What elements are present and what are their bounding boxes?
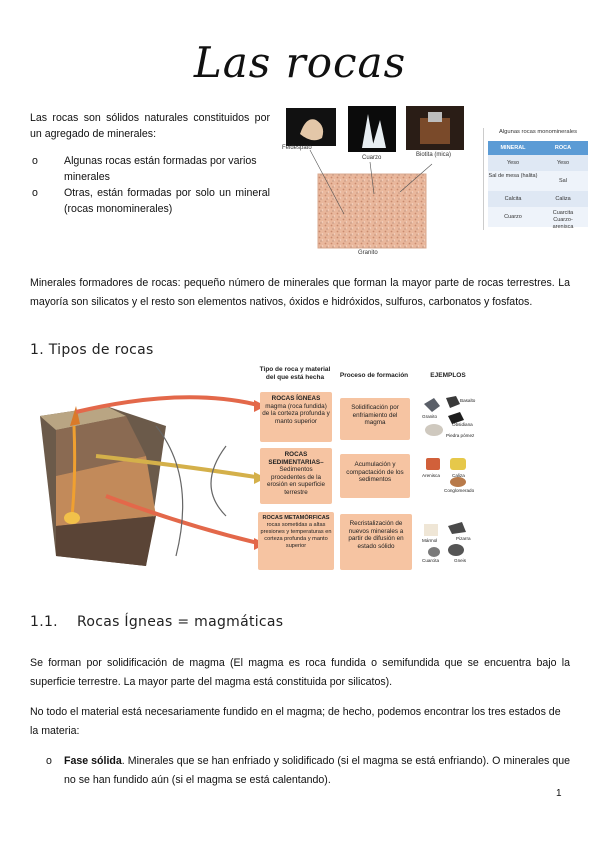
box-sedimentarias-tipo: ROCAS SEDIMENTARIAS– Sedimentos procedentes de la erosión en superficie terrestre [260,448,332,504]
mono-cell: Caliza [555,196,571,202]
example-cuarcita: Cuarcita [422,558,440,563]
mono-cell: Sal [559,178,567,184]
section-heading-tipos: 1. Tipos de rocas [30,342,154,358]
section-heading-igneas: 1.1. Rocas Ígneas = magmáticas [30,614,284,630]
example-arenisca: Arenisca [422,473,440,478]
igneas-paragraph: Se forman por solidificación de magma (El magma es roca fundida o semifundida que se encuentra bajo la superficie terrestre. La mayor parte del magma está constituida por silicatos). [30,657,570,688]
box-metamorficas-proceso: Recristalización de nuevos minerales a partir de difusión en estado sólido [340,514,412,570]
example-piedra-pomez: Piedra pómez [446,433,475,438]
mono-cell: Yeso [506,160,520,166]
examples-sedimentarias [422,456,486,496]
intro-bullet-2: o Otras, están formadas por solo un mineral (rocas monominerales) [32,187,270,215]
example-basalto: Basalto [460,398,476,403]
example-marmol: Mármol [422,538,438,543]
fase-solida-text: . Minerales que se han enfriado y solidificado (si el magma se está enfriando). O minerales que no se han fundido aún (si el magma se está calentando). [64,755,571,786]
fase-solida-label: Fase sólida [64,755,122,767]
example-caliza: Caliza [452,473,465,478]
mono-table [483,128,590,230]
earth-crust-illustration [36,366,296,576]
mono-header-mineral: MINERAL [500,145,526,151]
rock-types-diagram [36,366,488,576]
mono-cell: Cuarzo [504,214,522,220]
mono-table-title: Algunas rocas monominerales [499,129,577,135]
label-granito: Granito [358,250,378,256]
example-obsidiana: Obsidiana [452,422,473,427]
box-metamorficas-tipo: ROCAS METAMÓRFICAS rocas sometidas a altas presiones y temperaturas en corteza profunda y manto superior [258,512,334,570]
examples-igneas [422,396,482,444]
examples-metamorficas [422,522,486,566]
intro-bullet-1: o Algunas rocas están formadas por varios minerales [32,155,257,183]
box-igneas-tipo: ROCAS ÍGNEAS magma (roca fundida) de la corteza profunda y manto superior [260,392,332,442]
mono-cell: Sal de mesa (halita) [488,173,538,179]
box-igneas-proceso: Solidificación por enfriamiento del magma [340,398,410,440]
page-title: Las rocas [193,38,407,87]
label-feldespato: Feldespato [282,145,312,151]
example-granito: Granito [422,414,438,419]
minerals-paragraph: Minerales formadores de rocas: pequeño número de minerales que forman la mayor parte de rocas terrestres. La mayoría son silicatos y el resto son elementos nativos, óxidos e hidróxidos, sulfuros, carbonatos y fosfatos. [30,277,570,308]
mono-cell: Yeso [556,160,570,166]
example-pizarra: Pizarra [456,536,471,541]
label-biotita: Biotita (mica) [416,152,452,158]
page-number: 1 [556,788,562,799]
example-gneis: Gneis [454,558,467,563]
example-conglomerado: Conglomerado [444,488,475,493]
mono-cell: Calcita [504,196,522,202]
box-sedimentarias-proceso: Acumulación y compactación de los sedimentos [340,454,410,498]
intro-text: Las rocas son sólidos naturales constituidos por un agregado de minerales: [30,112,270,140]
diagram-header-proceso: Proceso de formación [339,372,409,379]
granite-figure [282,104,472,260]
granite-illustration [282,104,472,260]
diagram-header-tipo: Tipo de roca y material del que está hecha [259,366,331,381]
estados-paragraph: No todo el material está necesariamente fundido en el magma; de hecho, podemos encontrar los tres estados de la materia: [30,706,561,737]
mono-header-roca: ROCA [554,145,572,151]
mono-cell: Cuarcita Cuarzo-arenisca [552,210,574,230]
label-cuarzo: Cuarzo [362,155,382,161]
diagram-header-ejemplos: EJEMPLOS [430,372,466,379]
granito-block [318,174,426,248]
